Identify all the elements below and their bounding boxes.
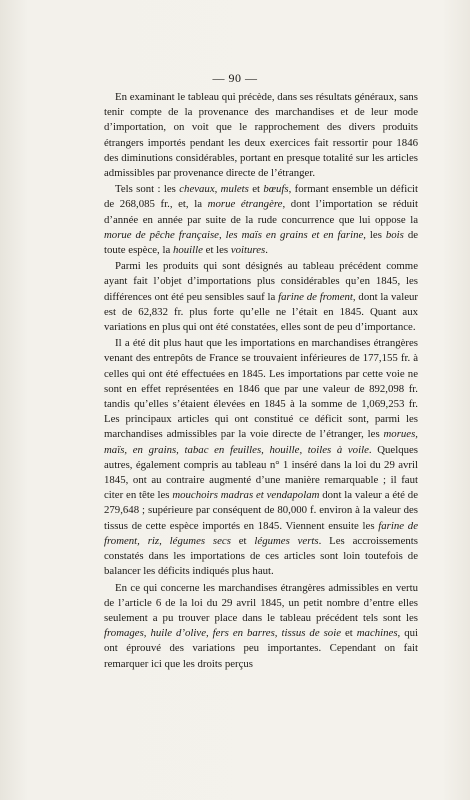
text-run: . Les accroissements constatés dans les importations de ces articles sont loin toutefois de balancer les déficits indiqués plus haut. — [104, 534, 418, 578]
text-run: Il a été dit plus haut que les importations en marchandises étrangères venant des entrepôts de France se trouvaient inférieures de 177,155 fr. à celles qui ont été effectuées en 1845. Les importations par cette voie ne sont en effet représentées en 1846 que par une valeur de 892,098 fr. tandis qu’elles s’étaient élevées en 1845 à la somme de 1,069,253 fr. Les principaux articles qui ont constitué ce déficit sont, parmi les marchandises admissibles par la voie directe de l’étranger, les — [104, 337, 418, 441]
text-run: En examinant le tableau qui précède, dans ses résultats généraux, sans tenir compte de la provenance des marchandises et de leur mode d’importation, on voit que le rapprochement des divers produits étrangers importés pendant les deux exercices fait ressortir pour 1846 des diminutions considérables, portant en presque totalité sur les articles admissibles par provenance directe de l’étranger. — [104, 91, 418, 180]
paragraph-5 — [104, 581, 418, 672]
italic-term: bœufs — [263, 183, 289, 196]
text-run: , les — [363, 228, 386, 241]
italic-term: farine de froment, riz, légumes secs — [104, 519, 418, 547]
text-run: , dont l’importation se réduit d’année en année par suite de la rude concurrence que lui oppose la — [104, 198, 418, 226]
italic-term: les maïs en grains et en farine — [225, 228, 364, 241]
italic-term: farine de froment — [278, 290, 353, 303]
text-run: , — [218, 228, 226, 241]
italic-term: bois — [385, 228, 404, 241]
body-text — [104, 90, 418, 673]
italic-term: morues, maïs, en grains, tabac en feuilles, houille, toiles à voile — [104, 428, 418, 456]
text-run: , qui ont éprouvé des variations peu importantes. Cependant on fait remarquer ici que les droits perçus — [104, 627, 418, 670]
text-run: et les — [202, 244, 231, 257]
italic-term: morue étrangère — [207, 198, 283, 211]
italic-term: mouchoirs madras et vendapolam — [172, 489, 320, 502]
text-run: En ce qui concerne les marchandises étrangères admissibles en vertu de l’article 6 de la loi du 29 avril 1845, un petit nombre d’entre elles seulement a pu trouver place dans le tableau précédent tels sont les — [104, 581, 418, 624]
text-run: . — [265, 244, 268, 257]
italic-term: houille — [172, 244, 203, 257]
italic-term: fromages, huile d’olive, fers en barres, tissus de soie — [104, 627, 341, 640]
paragraph-3 — [104, 259, 418, 335]
paragraph-1 — [104, 90, 418, 181]
text-run: dont la valeur a été de 279,648 ; supérieure par conséquent de 80,000 f. environ à la valeur des tissus de cette espèce importés en 1845. Viennent ensuite les — [104, 489, 418, 532]
paragraph-2 — [104, 182, 418, 258]
text-run: Tels sont : les — [115, 183, 180, 196]
page-number: — 90 — — [212, 71, 258, 85]
text-run: . Quelques autres, également compris au tableau n° 1 inséré dans la loi du 29 avril 1845, ont au contraire augmenté d’une manière remarquable ; il faut citer en tête les — [104, 443, 418, 502]
text-run: et — [341, 627, 357, 640]
text-run: , dont la valeur est de 62,832 fr. plus forte qu’elle ne l’était en 1845. Quant aux variations en plus qui ont été constatées, elles sont de peu d’importance. — [104, 290, 418, 334]
italic-term: chevaux, mulets — [179, 183, 249, 196]
italic-term: légumes verts — [254, 534, 319, 547]
text-run: , formant ensemble un déficit de 268,085 fr., et, la — [104, 183, 418, 211]
text-run: et — [230, 534, 255, 547]
italic-term: machines — [356, 627, 398, 640]
italic-term: morue de pêche française — [104, 228, 219, 241]
text-run: Parmi les produits qui sont désignés au tableau précédent comme ayant fait l’objet d’importations plus considérables qu’en 1845, les différences ont été peu sensibles sauf la — [104, 260, 418, 303]
text-run: de toute espèce, la — [104, 228, 419, 257]
italic-term: voitures — [230, 244, 266, 257]
text-run: et — [248, 183, 264, 196]
paragraph-4 — [104, 336, 418, 579]
